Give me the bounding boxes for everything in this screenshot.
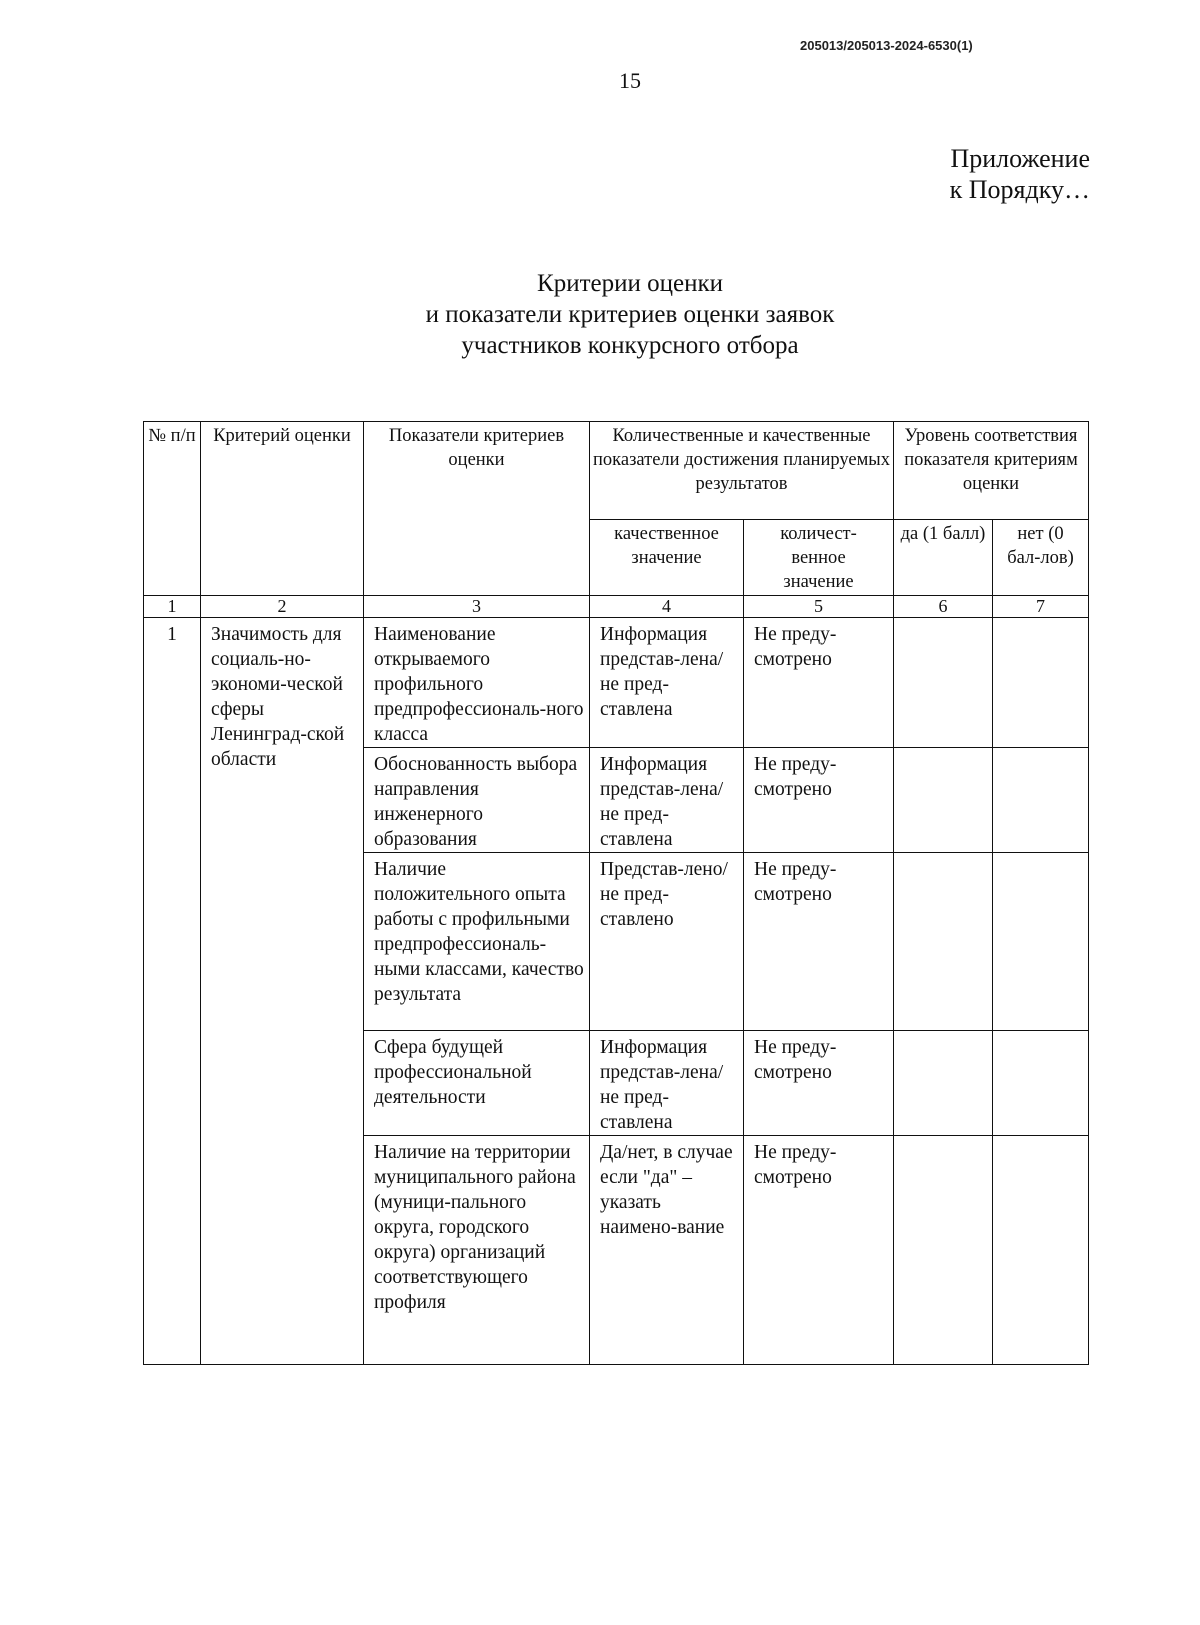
page-number: 15 xyxy=(619,68,641,93)
header-no: нет (0 бал-лов) xyxy=(993,520,1089,596)
yes-cell xyxy=(894,1136,993,1365)
header-indicators: Показатели критериев оценки xyxy=(364,422,590,596)
indicator-cell: Наличие на территории муниципального района (муници-пального округа, городского округа) организаций соответствующего профиля xyxy=(364,1136,590,1365)
document-id: 205013/205013-2024-6530(1) xyxy=(800,38,973,53)
yes-cell xyxy=(894,748,993,853)
header-criterion: Критерий оценки xyxy=(201,422,364,596)
header-level: Уровень соответствия показателя критериям оценки xyxy=(894,422,1089,520)
col-number: 5 xyxy=(744,596,894,618)
header-yes: да (1 балл) xyxy=(894,520,993,596)
quantitative-cell: Не преду-смотрено xyxy=(744,1136,894,1365)
col-number: 7 xyxy=(993,596,1089,618)
no-cell xyxy=(993,618,1089,748)
qualitative-cell: Информация представ-лена/не пред-ставлена xyxy=(590,618,744,748)
qualitative-cell: Представ-лено/ не пред-ставлено xyxy=(590,853,744,1031)
header-qual-value: качественное значение xyxy=(590,520,744,596)
indicator-cell: Наименование открываемого профильного предпрофессиональ-ного класса xyxy=(364,618,590,748)
appendix-line-2: к Порядку… xyxy=(949,175,1090,204)
row-number: 1 xyxy=(144,618,201,1365)
appendix-note xyxy=(900,143,1090,205)
quantitative-cell: Не преду-смотрено xyxy=(744,748,894,853)
qualitative-cell: Информация представ-лена/не пред-ставлена xyxy=(590,748,744,853)
header-quant-value: количест-венное значение xyxy=(744,520,894,596)
table-row xyxy=(144,618,1089,748)
title-line-1: Критерии оценки xyxy=(537,270,723,297)
col-number: 6 xyxy=(894,596,993,618)
appendix-line-1: Приложение xyxy=(950,144,1090,173)
yes-cell xyxy=(894,1031,993,1136)
yes-cell xyxy=(894,853,993,1031)
col-number: 2 xyxy=(201,596,364,618)
col-number: 3 xyxy=(364,596,590,618)
criteria-table xyxy=(143,421,1089,1365)
title-line-3: участников конкурсного отбора xyxy=(461,332,799,359)
header-num: № п/п xyxy=(144,422,201,596)
col-number: 4 xyxy=(590,596,744,618)
yes-cell xyxy=(894,618,993,748)
header-quant-qual: Количественные и качественные показатели достижения планируемых результатов xyxy=(590,422,894,520)
quantitative-cell: Не преду-смотрено xyxy=(744,1031,894,1136)
no-cell xyxy=(993,1136,1089,1365)
indicator-cell: Обоснованность выбора направления инженерного образования xyxy=(364,748,590,853)
no-cell xyxy=(993,1031,1089,1136)
quantitative-cell: Не преду-смотрено xyxy=(744,618,894,748)
column-numbers-row xyxy=(144,596,1089,618)
criterion-cell: Значимость для социаль-но-экономи-ческой сферы Ленинград-ской области xyxy=(201,618,364,1365)
qualitative-cell: Да/нет, в случае если "да" – указать наимено-вание xyxy=(590,1136,744,1365)
col-number: 1 xyxy=(144,596,201,618)
title-line-2: и показатели критериев оценки заявок xyxy=(425,301,835,328)
document-title xyxy=(290,268,970,361)
no-cell xyxy=(993,748,1089,853)
no-cell xyxy=(993,853,1089,1031)
qualitative-cell: Информация представ-лена/не пред-ставлена xyxy=(590,1031,744,1136)
indicator-cell: Наличие положительного опыта работы с профильными предпрофессиональ-ными классами, качество результата xyxy=(364,853,590,1031)
indicator-cell: Сфера будущей профессиональной деятельности xyxy=(364,1031,590,1136)
quantitative-cell: Не преду-смотрено xyxy=(744,853,894,1031)
